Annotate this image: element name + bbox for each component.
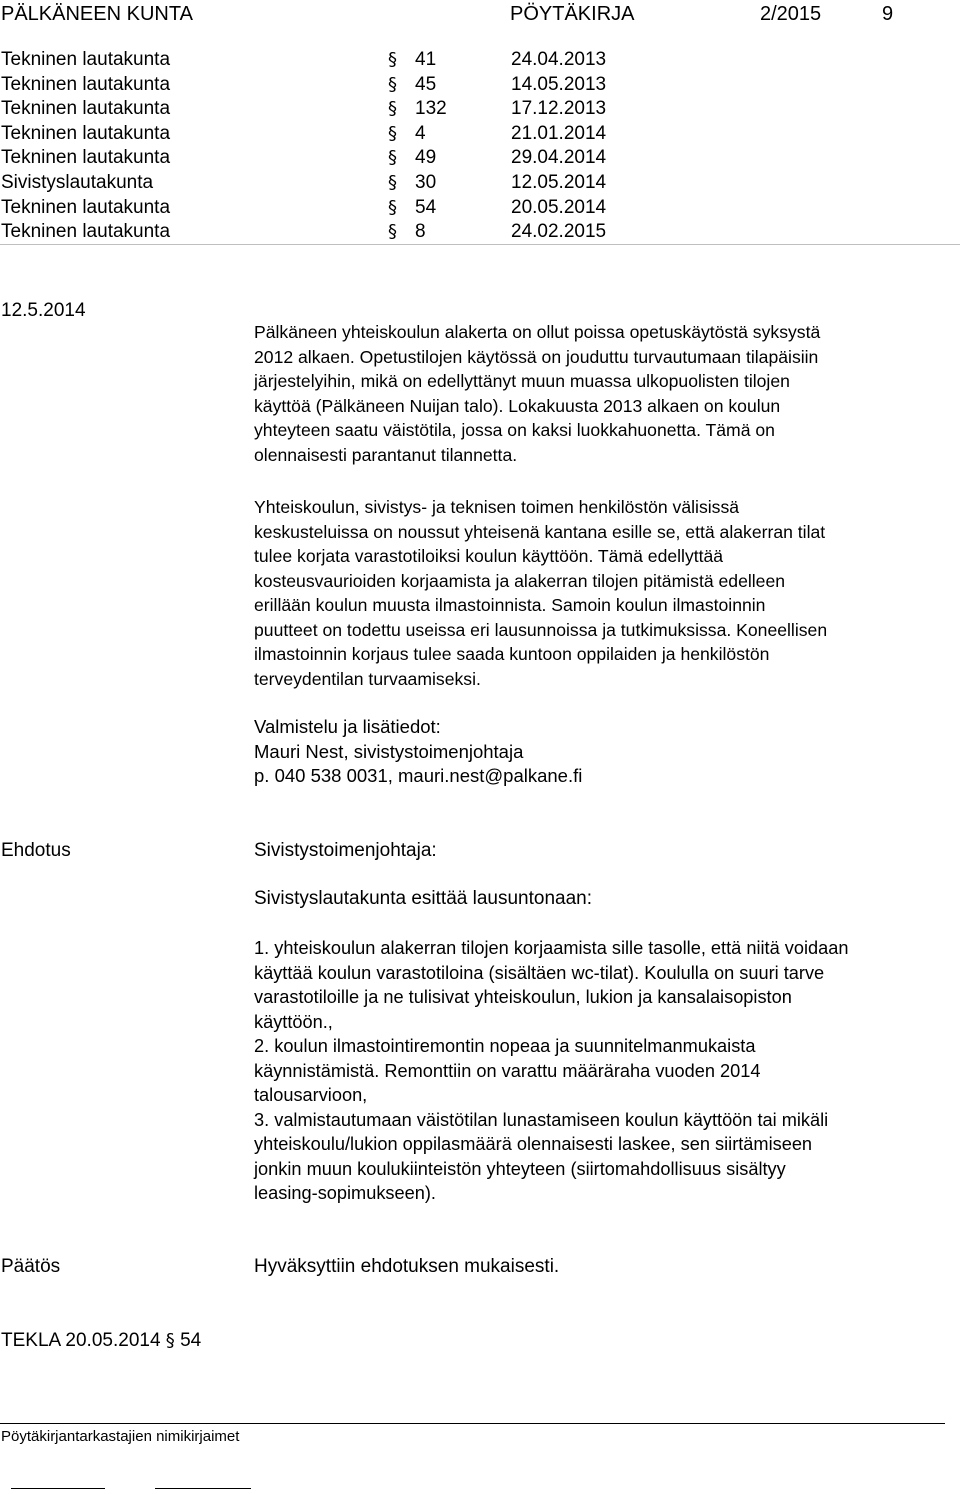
proposal-item-line: 1. yhteiskoulun alakerran tilojen korjaamista sille tasolle, että niitä voidaan (254, 938, 849, 958)
paragraph-line: kosteusvaurioiden korjaamista ja alakerran tilojen pitämistä edelleen (254, 570, 786, 591)
section-symbol: § (388, 73, 397, 95)
paragraph-line: erillään koulun muusta ilmastoinnista. Samoin koulun ilmastoinnin (254, 595, 766, 615)
paragraph-line: ilmastoinnin korjaus tulee saada kuntoon oppilaiden ja henkilöstön (254, 644, 770, 664)
paragraph-line: Yhteiskoulun, sivistys- ja teknisen toimen henkilöstön välisissä (254, 497, 740, 517)
proposal-items (254, 936, 954, 1206)
proposal-item-line: käyttää koulun varastotiloina (sisältäen wc-tilat). Koululla on suuri tarve (254, 962, 825, 983)
paragraph-proposal-context (254, 495, 954, 691)
footer-reference-text: TEKLA 20.05.2014 (1, 1330, 161, 1351)
history-body: Tekninen lautakunta (1, 122, 171, 144)
history-date: 14.05.2013 (511, 73, 607, 95)
proposal-item-line: käyttöön., (254, 1011, 333, 1032)
history-section-number: 8 (415, 221, 426, 243)
paragraph-line: puutteet on todettu useissa eri lausunnoissa ja tutkimuksissa. Koneellisen (254, 619, 828, 640)
history-date: 20.05.2014 (511, 196, 607, 218)
proposal-intro: Sivistyslautakunta esittää lausuntonaan: (254, 888, 592, 909)
proposal-item-line: yhteiskoulu/lukion oppilasmäärä olennaisesti laskee, sen siirtämiseen (254, 1134, 813, 1154)
proposal-proposer: Sivistystoimenjohtaja: (254, 840, 437, 861)
initials-line-1 (11, 1488, 105, 1489)
preparation-contact (254, 715, 954, 789)
preparation-line: Mauri Nest, sivistystoimenjohtaja (254, 740, 524, 762)
history-section-number: 54 (415, 196, 437, 218)
decision-text: Hyväksyttiin ehdotuksen mukaisesti. (254, 1256, 560, 1277)
decision-label: Päätös (1, 1256, 61, 1277)
section-symbol: § (165, 1330, 175, 1351)
proposal-item-line: 2. koulun ilmastointiremontin nopeaa ja suunnitelmanmukaista (254, 1036, 756, 1056)
history-date: 21.01.2014 (511, 122, 607, 144)
paragraph-line: 2012 alkaen. Opetustilojen käytössä on jouduttu turvautumaan tilapäisiin (254, 346, 819, 367)
proposal-item-line: varastotiloille ja ne tulisivat yhteiskoulun, lukion ja kansalaisopiston (254, 987, 792, 1007)
signature-rule (0, 1423, 945, 1424)
paragraph-line: järjestelyihin, mikä on edellyttänyt muun muassa ulkopuolisten tilojen (254, 371, 790, 391)
paragraph-line: keskusteluissa on noussut yhteisenä kantana esille se, että alakerran tilat (254, 521, 826, 542)
history-date: 24.04.2013 (511, 49, 607, 70)
history-body: Tekninen lautakunta (1, 221, 171, 243)
paragraph-line: terveydentilan turvaamiseksi. (254, 668, 481, 689)
history-section-number: 132 (415, 98, 447, 120)
paragraph-line: käyttöä (Pälkäneen Nuijan talo). Lokakuusta 2013 alkaen on koulun (254, 395, 781, 416)
proposal-item-line: 3. valmistautumaan väistötilan lunastamiseen koulun käyttöön tai mikäli (254, 1109, 829, 1130)
section-symbol: § (388, 147, 397, 169)
history-section-number: 41 (415, 49, 437, 70)
history-section-number: 4 (415, 122, 426, 144)
signature-label: Pöytäkirjantarkastajien nimikirjaimet (1, 1428, 240, 1445)
paragraph-line: tulee korjata varastotiloiksi koulun käyttöön. Tämä edellyttää (254, 546, 724, 566)
section-symbol: § (388, 221, 397, 243)
history-divider (0, 244, 960, 245)
history-body: Tekninen lautakunta (1, 196, 171, 218)
paragraph-line: olennaisesti parantanut tilannetta. (254, 444, 518, 465)
proposal-label: Ehdotus (1, 840, 71, 861)
history-body: Tekninen lautakunta (1, 98, 171, 120)
document-type: PÖYTÄKIRJA (510, 3, 635, 25)
section-symbol: § (388, 122, 397, 144)
history-date: 29.04.2014 (511, 147, 607, 169)
history-section-number: 30 (415, 172, 437, 193)
preparation-line: p. 040 538 0031, mauri.nest@palkane.fi (254, 765, 583, 786)
entry-date: 12.5.2014 (1, 300, 86, 321)
proposal-item-line: talousarvioon, (254, 1085, 368, 1105)
history-body: Sivistyslautakunta (1, 172, 154, 193)
proposal-item-line: käynnistämistä. Remonttiin on varattu määräraha vuoden 2014 (254, 1060, 761, 1081)
section-symbol: § (388, 196, 397, 218)
preparation-line: Valmistelu ja lisätiedot: (254, 716, 441, 737)
footer-reference-section: 54 (180, 1330, 202, 1351)
section-symbol: § (388, 172, 397, 193)
initials-line-2 (155, 1488, 251, 1489)
history-date: 17.12.2013 (511, 98, 607, 120)
paragraph-line: yhteyteen saatu väistötila, jossa on kaksi luokkahuonetta. Tämä on (254, 420, 775, 440)
section-symbol: § (388, 49, 397, 70)
footer-reference (1, 1329, 201, 1354)
history-body: Tekninen lautakunta (1, 147, 171, 169)
paragraph-line: Pälkäneen yhteiskoulun alakerta on ollut poissa opetuskäytöstä syksystä (254, 322, 821, 342)
paragraph-background (254, 320, 954, 467)
history-date: 12.05.2014 (511, 172, 607, 193)
proposal-item-line: leasing-sopimukseen). (254, 1183, 436, 1203)
page-number: 9 (882, 3, 894, 25)
section-symbol: § (388, 98, 397, 120)
history-section-number: 49 (415, 147, 437, 169)
document-number: 2/2015 (760, 3, 822, 25)
history-section-number: 45 (415, 73, 437, 95)
municipality-name: PÄLKÄNEEN KUNTA (1, 3, 193, 25)
history-body: Tekninen lautakunta (1, 49, 171, 70)
history-date: 24.02.2015 (511, 221, 607, 243)
proposal-item-line: jonkin muun koulukiinteistön yhteyteen (siirtomahdollisuus sisältyy (254, 1158, 786, 1179)
history-body: Tekninen lautakunta (1, 73, 171, 95)
